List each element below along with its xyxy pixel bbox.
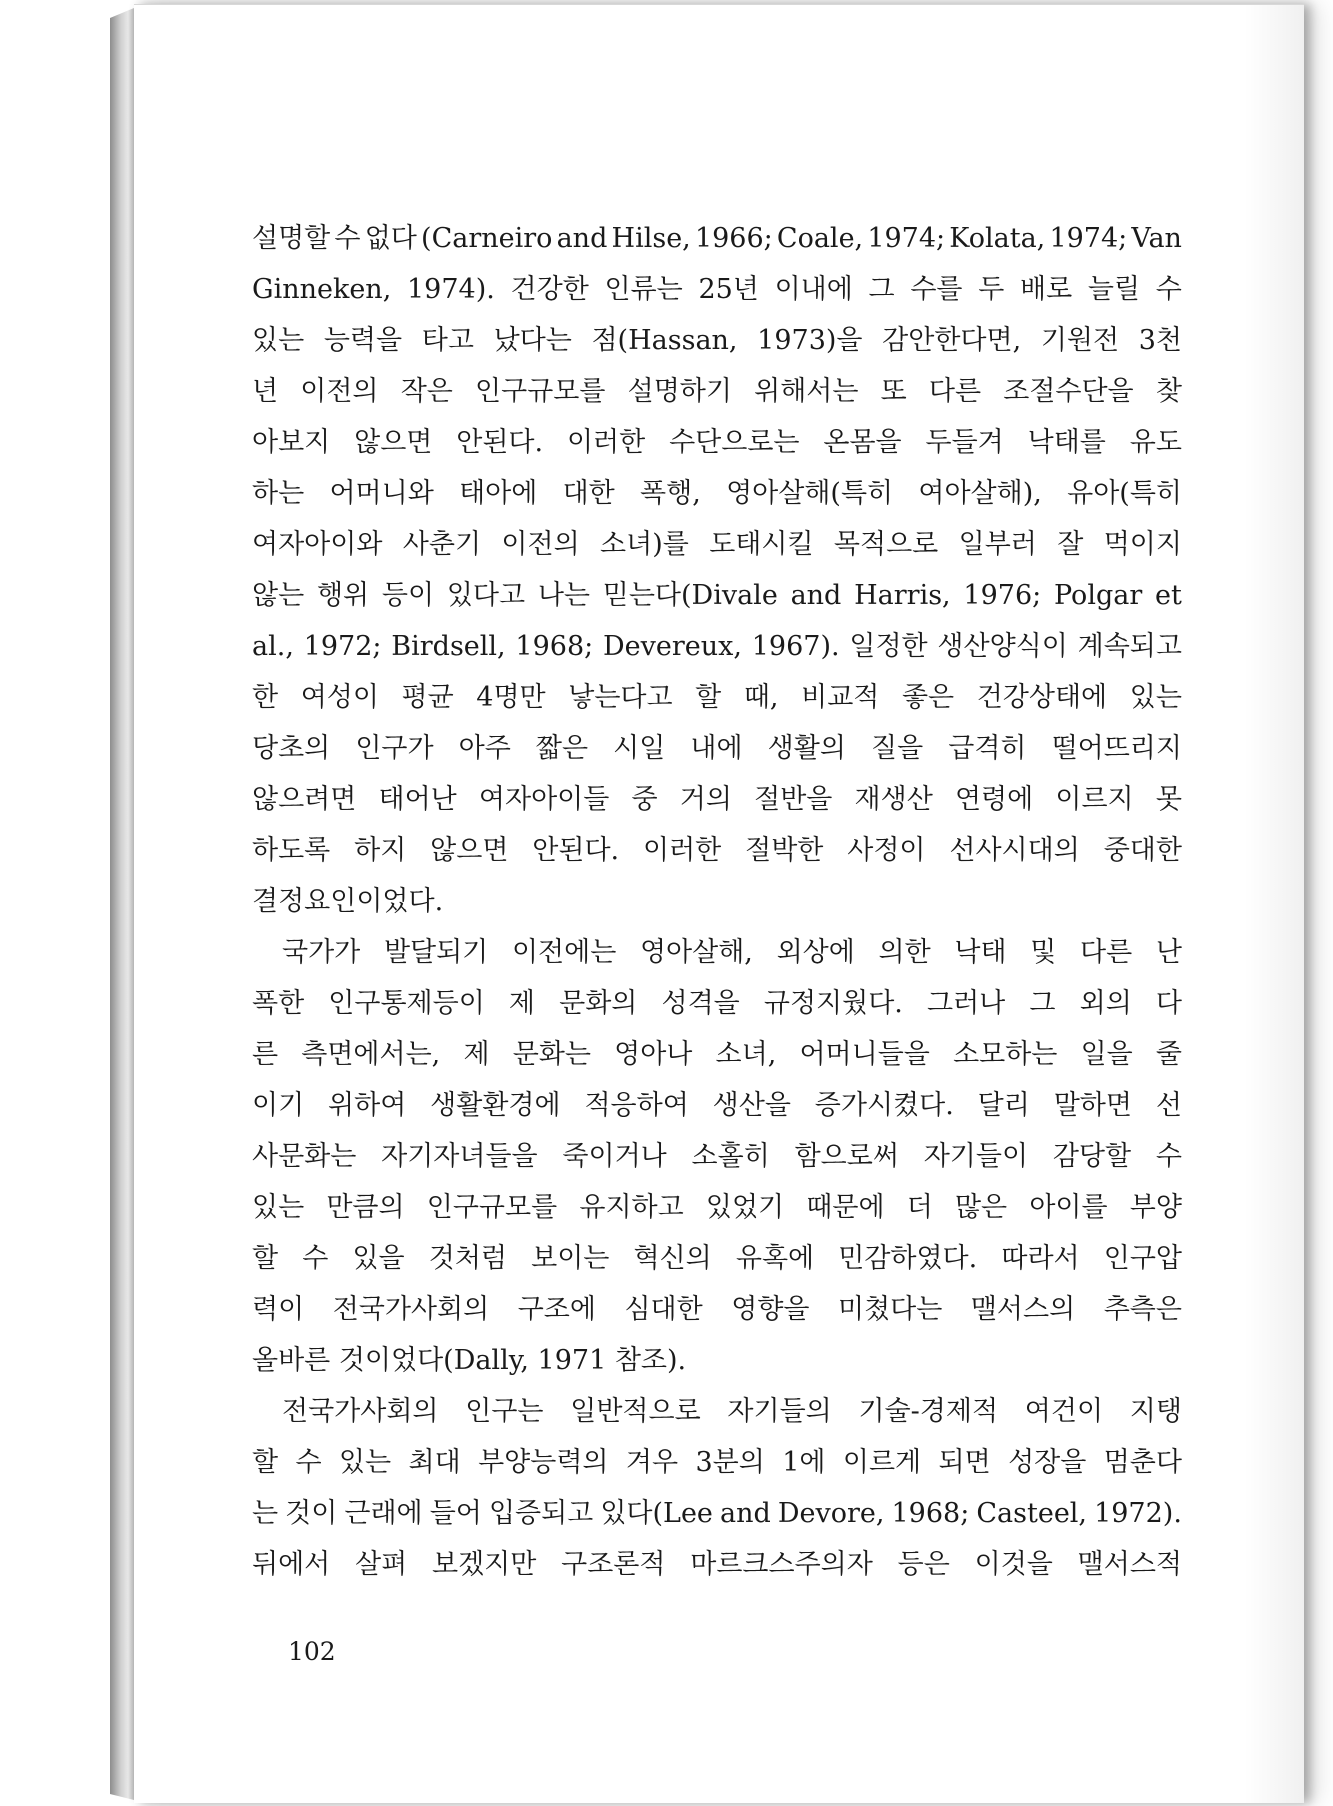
text-line: 른 측면에서는, 제 문화는 영아나 소녀, 어머니들을 소모하는 일을 줄	[252, 1039, 1182, 1070]
text-line: 뒤에서 살펴 보겠지만 구조론적 마르크스주의자 등은 이것을 맬서스적	[252, 1549, 1182, 1580]
text-line: 년 이전의 작은 인구규모를 설명하기 위해서는 또 다른 조절수단을 찾	[252, 376, 1182, 407]
text-line: 력이 전국가사회의 구조에 심대한 영향을 미쳤다는 맬서스의 추측은	[252, 1294, 1182, 1325]
text-line: 않는 행위 등이 있다고 나는 믿는다(Divale and Harris, 1976; Polgar et	[252, 580, 1182, 611]
text-line: 결정요인이었다.	[252, 886, 444, 917]
text-line: 할 수 있을 것처럼 보이는 혁신의 유혹에 민감하였다. 따라서 인구압	[252, 1243, 1182, 1274]
text-line: 할 수 있는 최대 부양능력의 겨우 3분의 1에 이르게 되면 성장을 멈춘다	[252, 1447, 1182, 1478]
text-line: 하도록 하지 않으면 안된다. 이러한 절박한 사정이 선사시대의 중대한	[252, 835, 1182, 866]
text-line: Ginneken, 1974). 건강한 인류는 25년 이내에 그 수를 두 배로 늘릴 수	[252, 274, 1182, 305]
text-line: 전국가사회의 인구는 일반적으로 자기들의 기술-경제적 여건이 지탱	[282, 1396, 1182, 1427]
text-line: 않으려면 태어난 여자아이들 중 거의 절반을 재생산 연령에 이르지 못	[252, 784, 1182, 815]
text-line: 는 것이 근래에 들어 입증되고 있다(Lee and Devore, 1968; Casteel, 1972).	[252, 1498, 1182, 1529]
text-line: 설명할 수 없다 (Carneiro and Hilse, 1966; Coale, 1974; Kolata, 1974; Van	[252, 223, 1182, 254]
text-line: 올바른 것이었다(Dally, 1971 참조).	[252, 1345, 687, 1376]
body-text	[252, 213, 1182, 1590]
text-line: al., 1972; Birdsell, 1968; Devereux, 1967). 일정한 생산양식이 계속되고	[252, 631, 1182, 662]
text-line: 이기 위하여 생활환경에 적응하여 생산을 증가시켰다. 달리 말하면 선	[252, 1090, 1182, 1121]
text-line: 국가가 발달되기 이전에는 영아살해, 외상에 의한 낙태 및 다른 난	[282, 937, 1182, 968]
text-line: 사문화는 자기자녀들을 죽이거나 소홀히 함으로써 자기들이 감당할 수	[252, 1141, 1182, 1172]
text-line: 하는 어머니와 태아에 대한 폭행, 영아살해(특히 여아살해), 유아(특히	[252, 478, 1182, 509]
text-line: 아보지 않으면 안된다. 이러한 수단으로는 온몸을 두들겨 낙태를 유도	[252, 427, 1182, 458]
book-spine-edge	[110, 8, 134, 1800]
book-page	[134, 4, 1304, 1803]
text-line: 당초의 인구가 아주 짧은 시일 내에 생활의 질을 급격히 떨어뜨리지	[252, 733, 1182, 764]
page-number: 102	[288, 1637, 336, 1666]
text-line: 있는 능력을 타고 났다는 점(Hassan, 1973)을 감안한다면, 기원전 3천	[252, 325, 1182, 356]
text-line: 여자아이와 사춘기 이전의 소녀)를 도태시킬 목적으로 일부러 잘 먹이지	[252, 529, 1182, 560]
text-line: 있는 만큼의 인구규모를 유지하고 있었기 때문에 더 많은 아이를 부양	[252, 1192, 1182, 1223]
text-line: 폭한 인구통제등이 제 문화의 성격을 규정지웠다. 그러나 그 외의 다	[252, 988, 1182, 1019]
text-line: 한 여성이 평균 4명만 낳는다고 할 때, 비교적 좋은 건강상태에 있는	[252, 682, 1182, 713]
